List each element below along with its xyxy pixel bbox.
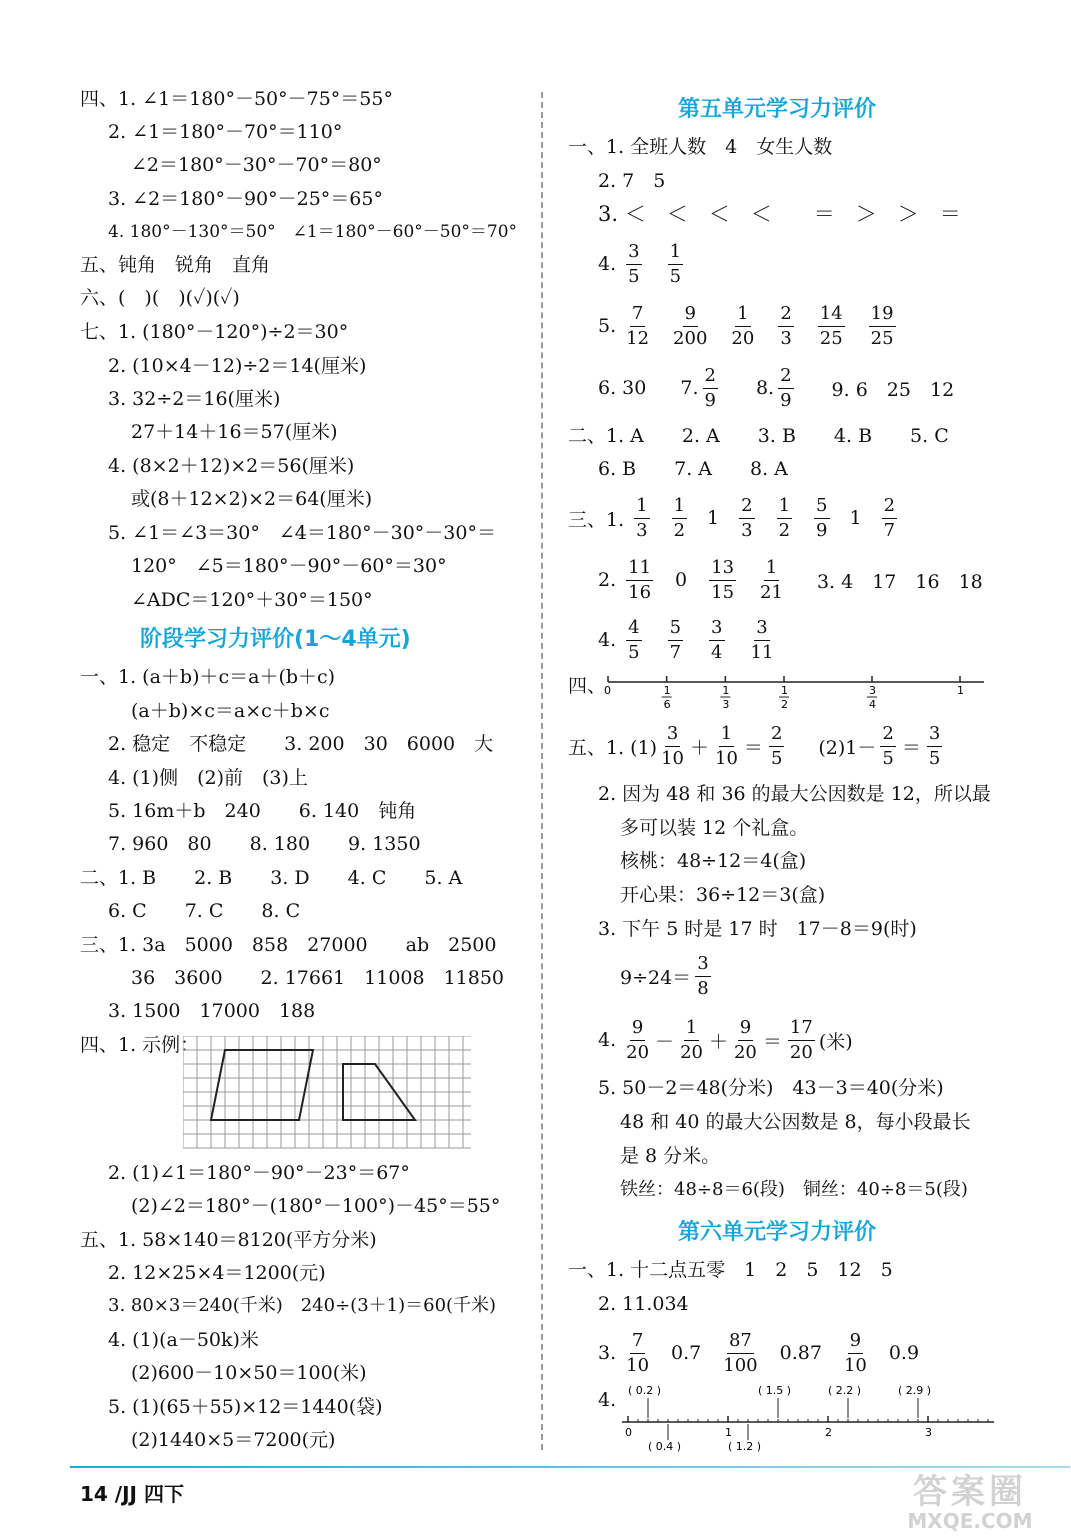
denominator: 2 bbox=[673, 519, 686, 541]
tick-denominator: 2 bbox=[781, 698, 788, 711]
answer-text: (2)1－ bbox=[818, 736, 877, 759]
fraction bbox=[880, 722, 895, 771]
answer-line: 3. 1500 17000 188 bbox=[108, 1000, 316, 1022]
answer-line: 36 3600 2. 17661 11008 11850 bbox=[131, 967, 505, 989]
question-number: 5. bbox=[598, 315, 617, 337]
section-title-stage: 阶段学习力评价(1～4单元) bbox=[140, 627, 411, 652]
denominator: 10 bbox=[715, 747, 738, 769]
answer-line: 5. ∠1＝∠3＝30° ∠4＝180°－30°－30°＝ bbox=[108, 522, 496, 544]
fraction-group bbox=[622, 616, 777, 665]
question-number: 7. bbox=[680, 377, 699, 399]
column-divider bbox=[541, 92, 543, 1450]
fraction bbox=[715, 722, 738, 771]
denominator: 4 bbox=[711, 641, 723, 663]
fraction-group bbox=[876, 722, 946, 771]
question-number: 8. bbox=[755, 377, 775, 399]
fraction bbox=[751, 616, 774, 665]
fraction bbox=[703, 364, 718, 413]
numerator: 7 bbox=[630, 1329, 645, 1354]
fraction-line bbox=[598, 360, 954, 416]
answer-label: ( 2.2 ) bbox=[828, 1384, 862, 1397]
answer-line: 3. 下午 5 时是 17 时 17－8＝9(时) bbox=[598, 918, 917, 940]
answer-text: ＋ bbox=[708, 1030, 728, 1053]
denominator: 9 bbox=[816, 519, 828, 541]
denominator: 5 bbox=[882, 747, 894, 769]
numerator: 87 bbox=[727, 1329, 754, 1354]
fraction bbox=[634, 494, 649, 543]
fraction bbox=[927, 722, 942, 771]
numerator: 1 bbox=[684, 1016, 699, 1041]
tick-denominator: 6 bbox=[663, 698, 671, 711]
numerator: 4 bbox=[626, 616, 641, 641]
fraction bbox=[739, 494, 754, 543]
numerator: 9 bbox=[848, 1329, 863, 1354]
answer-line: 4. (1)(a－50k)米 bbox=[108, 1329, 259, 1351]
answer-label: ( 1.5 ) bbox=[758, 1384, 792, 1397]
question-number: 4. bbox=[598, 629, 617, 651]
answer-text: 6. 30 bbox=[598, 377, 647, 399]
fraction bbox=[869, 302, 896, 351]
denominator: 10 bbox=[661, 747, 684, 769]
denominator: 3 bbox=[780, 327, 792, 349]
denominator: 7 bbox=[669, 641, 682, 663]
answer-line: 二、1. B 2. B 3. D 4. C 5. A bbox=[80, 867, 463, 889]
denominator: 5 bbox=[928, 747, 941, 769]
tick-numerator: 3 bbox=[869, 684, 876, 697]
numerator: 9 bbox=[738, 1016, 753, 1041]
answer-label: ( 0.2 ) bbox=[628, 1384, 662, 1397]
answer-text: ＝ bbox=[762, 1030, 782, 1053]
numerator: 14 bbox=[818, 302, 845, 327]
denominator: 20 bbox=[731, 327, 755, 349]
tick-numerator: 1 bbox=[663, 684, 671, 697]
answer-line: 120° ∠5＝180°－90°－60°＝30° bbox=[131, 555, 447, 577]
numerator: 2 bbox=[739, 494, 754, 519]
answer-line: 4. 180°－130°＝50° ∠1＝180°－60°－50°＝70° bbox=[108, 222, 518, 242]
fraction-group bbox=[630, 494, 901, 543]
tick-label: 0 bbox=[625, 1426, 632, 1439]
numerator: 3 bbox=[709, 616, 724, 641]
fraction bbox=[814, 494, 829, 543]
fraction bbox=[668, 616, 683, 665]
numerator: 17 bbox=[788, 1016, 815, 1041]
fraction bbox=[661, 722, 684, 771]
answer-line: 5. (1)(65＋55)×12＝1440(袋) bbox=[108, 1396, 383, 1418]
denominator: 5 bbox=[669, 265, 682, 287]
fraction bbox=[788, 1016, 815, 1065]
answer-text: 0 bbox=[675, 569, 688, 591]
fraction-group bbox=[622, 302, 899, 351]
answer-line: (2)600－10×50＝100(米) bbox=[131, 1362, 367, 1384]
answer-line: 3. ∠2＝180°－90°－25°＝65° bbox=[108, 188, 383, 210]
answer-line: 4. bbox=[598, 1389, 617, 1411]
numerator: 2 bbox=[778, 302, 793, 327]
answer-line: (2)∠2＝180°－(180°－100°)－45°＝55° bbox=[131, 1195, 501, 1217]
numerator: 1 bbox=[777, 494, 792, 519]
numerator: 13 bbox=[709, 556, 736, 581]
answer-line: 三、1. 3a 5000 858 27000 ab 2500 bbox=[80, 934, 497, 956]
fraction bbox=[778, 302, 793, 351]
numerator: 11 bbox=[626, 556, 653, 581]
answer-line: ∠ADC＝120°＋30°＝150° bbox=[131, 589, 373, 611]
answer-line: 七、1. (180°－120°)÷2＝30° bbox=[80, 321, 349, 343]
tick-label: 1 bbox=[725, 1426, 732, 1439]
denominator: 5 bbox=[628, 641, 640, 663]
answer-line: 五、钝角 锐角 直角 bbox=[80, 254, 271, 276]
answer-line: 2. 7 5 bbox=[598, 170, 666, 192]
numerator: 1 bbox=[735, 302, 750, 327]
denominator: 20 bbox=[789, 1041, 813, 1063]
answer-line: 3. 80×3＝240(千米) 240÷(3＋1)＝60(千米) bbox=[108, 1295, 497, 1316]
question-number: 2. bbox=[598, 569, 617, 591]
numerator: 19 bbox=[869, 302, 896, 327]
denominator: 16 bbox=[628, 581, 652, 603]
fraction-line bbox=[598, 236, 687, 292]
answer-line: 四、 bbox=[568, 675, 607, 697]
answer-line: 一、1. 十二点五零 1 2 5 12 5 bbox=[568, 1259, 893, 1281]
answer-line: 二、1. A 2. A 3. B 4. B 5. C bbox=[568, 425, 949, 447]
fraction bbox=[882, 494, 897, 543]
fraction bbox=[695, 952, 710, 1001]
answer-text: 1 bbox=[707, 507, 720, 529]
numerator: 3 bbox=[754, 616, 769, 641]
answer-line: 48 和 40 的最大公因数是 8，每小段最长 bbox=[620, 1111, 971, 1133]
footer-rule bbox=[70, 1466, 1070, 1468]
answer-line: 铁丝：48÷8＝6(段) 铜丝：40÷8＝5(段) bbox=[620, 1179, 968, 1200]
numerator: 7 bbox=[630, 302, 645, 327]
tick-denominator: 3 bbox=[722, 698, 730, 711]
answer-label: ( 0.4 ) bbox=[648, 1440, 682, 1453]
numerator: 3 bbox=[626, 240, 641, 265]
denominator: 9 bbox=[704, 389, 716, 411]
fraction-line bbox=[598, 552, 983, 608]
denominator: 100 bbox=[723, 1354, 758, 1376]
answer-text: ＝ bbox=[901, 736, 921, 759]
fraction bbox=[626, 1016, 649, 1065]
fraction bbox=[626, 556, 653, 605]
fraction bbox=[626, 240, 641, 289]
numerator: 9 bbox=[630, 1016, 645, 1041]
fraction bbox=[626, 1329, 649, 1378]
answer-line: 6. B 7. A 8. A bbox=[598, 458, 788, 480]
answer-text: ＝ bbox=[743, 736, 763, 759]
numerator: 1 bbox=[672, 494, 687, 519]
fraction bbox=[734, 1016, 757, 1065]
tick-label: 0 bbox=[604, 684, 611, 697]
denominator: 20 bbox=[680, 1041, 703, 1063]
denominator: 11 bbox=[750, 641, 774, 663]
watermark bbox=[870, 1472, 1070, 1535]
answer-line: 5. 50－2＝48(分米) 43－3＝40(分米) bbox=[598, 1077, 944, 1099]
section-title-unit6: 第六单元学习力评价 bbox=[678, 1220, 877, 1245]
denominator: 5 bbox=[628, 265, 640, 287]
tick-numerator: 1 bbox=[781, 684, 788, 697]
fraction-line bbox=[598, 1325, 921, 1381]
numerator: 1 bbox=[668, 240, 683, 265]
answer-line: 多可以装 12 个礼盒。 bbox=[620, 817, 809, 839]
fraction bbox=[668, 240, 683, 289]
fraction-line bbox=[568, 718, 946, 774]
denominator: 2 bbox=[778, 519, 791, 541]
fraction-line bbox=[620, 948, 715, 1004]
numerator: 5 bbox=[814, 494, 829, 519]
denominator: 3 bbox=[636, 519, 648, 541]
page-footer: 14 /JJ 四下 bbox=[80, 1482, 184, 1506]
answer-line: 7. 960 80 8. 180 9. 1350 bbox=[108, 833, 421, 855]
answer-line: 3. 32÷2＝16(厘米) bbox=[108, 388, 281, 410]
answer-text: 9÷24＝ bbox=[620, 966, 692, 989]
denominator: 20 bbox=[733, 1041, 757, 1063]
answer-line: 四、1. 示例： bbox=[80, 1034, 200, 1056]
answer-line: 开心果：36÷12＝3(盒) bbox=[620, 884, 826, 906]
fraction bbox=[680, 1016, 703, 1065]
denominator: 25 bbox=[819, 327, 843, 349]
answer-line: 2. 12×25×4＝1200(元) bbox=[108, 1262, 326, 1284]
answer-text: 0.9 bbox=[888, 1342, 920, 1364]
grid-figure bbox=[183, 1036, 473, 1152]
numerator: 1 bbox=[719, 722, 734, 747]
number-line-fractions bbox=[598, 670, 990, 714]
numerator: 3 bbox=[695, 952, 710, 977]
watermark-title: 答案圈 bbox=[913, 1472, 1027, 1512]
numerator: 5 bbox=[668, 616, 683, 641]
denominator: 25 bbox=[870, 327, 894, 349]
fraction bbox=[672, 494, 687, 543]
answer-line: 或(8＋12×2)×2＝64(厘米) bbox=[131, 488, 373, 510]
answer-line: 4. (8×2＋12)×2＝56(厘米) bbox=[108, 455, 355, 477]
numerator: 2 bbox=[778, 364, 793, 389]
answer-line: 一、1. 全班人数 4 女生人数 bbox=[568, 136, 833, 158]
watermark-url: MXQE.COM bbox=[907, 1509, 1033, 1533]
answer-line: 6. C 7. C 8. C bbox=[108, 900, 301, 922]
numerator: 1 bbox=[764, 556, 779, 581]
answer-text: － bbox=[655, 1030, 675, 1053]
answer-line: 核桃：48÷12＝4(盒) bbox=[620, 850, 807, 872]
answer-line: (a＋b)×c＝a×c＋b×c bbox=[131, 700, 330, 722]
parallelogram-shape bbox=[211, 1050, 313, 1120]
denominator: 9 bbox=[780, 389, 792, 411]
number-line-decimals bbox=[618, 1382, 998, 1458]
fraction bbox=[731, 302, 754, 351]
section-title-unit5: 第五单元学习力评价 bbox=[678, 97, 877, 122]
question-number: 三、1. bbox=[568, 508, 625, 531]
fraction-group bbox=[657, 722, 788, 771]
fraction bbox=[818, 302, 845, 351]
answer-label: ( 1.2 ) bbox=[728, 1440, 762, 1453]
fraction bbox=[673, 302, 707, 351]
fraction-line bbox=[598, 1012, 853, 1068]
answer-line: 4. (1)侧 (2)前 (3)上 bbox=[108, 767, 308, 789]
question-number: 五、1. (1) bbox=[568, 736, 658, 759]
question-number: 4. bbox=[598, 1029, 617, 1051]
numerator: 1 bbox=[634, 494, 649, 519]
denominator: 5 bbox=[770, 747, 783, 769]
tick-denominator: 4 bbox=[869, 698, 876, 711]
answer-line: 27＋14＋16＝57(厘米) bbox=[131, 421, 338, 443]
question-number: 3. bbox=[598, 1342, 617, 1364]
denominator: 10 bbox=[626, 1354, 650, 1376]
numerator: 3 bbox=[927, 722, 942, 747]
fraction-line bbox=[568, 490, 901, 546]
numerator: 2 bbox=[703, 364, 718, 389]
denominator: 12 bbox=[626, 327, 650, 349]
denominator: 3 bbox=[741, 519, 753, 541]
answer-line: 四、1. ∠1＝180°－50°－75°＝55° bbox=[80, 88, 393, 110]
fraction bbox=[844, 1329, 867, 1378]
denominator: 8 bbox=[697, 977, 709, 999]
fraction bbox=[709, 556, 736, 605]
numerator: 3 bbox=[665, 722, 680, 747]
answer-text: ＋ bbox=[690, 736, 710, 759]
fraction bbox=[626, 302, 649, 351]
answer-line: 2. 因为 48 和 36 的最大公因数是 12，所以最 bbox=[598, 783, 991, 805]
fraction bbox=[709, 616, 724, 665]
tick-numerator: 1 bbox=[722, 684, 730, 697]
denominator: 7 bbox=[883, 519, 896, 541]
answer-line: 2. (10×4－12)÷2＝14(厘米) bbox=[108, 355, 367, 377]
answer-line: 3. ＜ ＜ ＜ ＜ ＝ ＞ ＞ ＝ bbox=[598, 202, 961, 226]
denominator: 10 bbox=[843, 1354, 867, 1376]
question-number: 4. bbox=[598, 253, 617, 275]
tick-label: 2 bbox=[825, 1426, 832, 1439]
fraction-line bbox=[598, 612, 777, 668]
answer-line: 五、1. 58×140＝8120(平方分米) bbox=[80, 1229, 377, 1251]
numerator: 2 bbox=[769, 722, 784, 747]
answer-line: ∠2＝180°－30°－70°＝80° bbox=[131, 154, 382, 176]
fraction-group bbox=[622, 1329, 921, 1378]
answer-line: (2)1440×5＝7200(元) bbox=[131, 1429, 336, 1451]
fraction-group bbox=[691, 952, 714, 1001]
unit-text: (米) bbox=[818, 1030, 853, 1053]
denominator: 15 bbox=[711, 581, 735, 603]
answer-line: 是 8 分米。 bbox=[620, 1145, 721, 1167]
fraction-line bbox=[598, 298, 900, 354]
numerator: 9 bbox=[683, 302, 698, 327]
answer-line: 5. 16m＋b 240 6. 140 钝角 bbox=[108, 800, 417, 822]
fraction bbox=[723, 1329, 757, 1378]
denominator: 20 bbox=[626, 1041, 650, 1063]
answer-text: 9. 6 25 12 bbox=[831, 378, 955, 401]
answer-text: 3. 4 17 16 18 bbox=[816, 570, 983, 593]
tick-label: 1 bbox=[957, 684, 964, 697]
answer-label: ( 2.9 ) bbox=[898, 1384, 932, 1397]
fraction bbox=[760, 556, 783, 605]
denominator: 200 bbox=[673, 327, 708, 349]
answer-line: 2. 11.034 bbox=[598, 1293, 689, 1315]
fraction bbox=[626, 616, 641, 665]
fraction-group bbox=[774, 364, 797, 413]
fraction bbox=[777, 494, 792, 543]
answer-text: 1 bbox=[849, 507, 862, 529]
answer-line: 一、1. (a＋b)＋c＝a＋(b＋c) bbox=[80, 666, 336, 688]
fraction-group bbox=[622, 556, 787, 605]
answer-line: 2. ∠1＝180°－70°＝110° bbox=[108, 121, 343, 143]
fraction bbox=[769, 722, 784, 771]
answer-line: 2. (1)∠1＝180°－90°－23°＝67° bbox=[108, 1162, 410, 1184]
numerator: 2 bbox=[882, 494, 897, 519]
answer-text: 0.87 bbox=[779, 1342, 822, 1364]
answer-line: 2. 稳定 不稳定 3. 200 30 6000 大 bbox=[108, 733, 494, 755]
tick-label: 3 bbox=[925, 1426, 932, 1439]
denominator: 21 bbox=[760, 581, 783, 603]
fraction-group bbox=[622, 240, 687, 289]
fraction bbox=[778, 364, 793, 413]
answer-line: 六、( )( )(✓)(✓) bbox=[80, 287, 240, 309]
numerator: 2 bbox=[880, 722, 895, 747]
fraction-group bbox=[699, 364, 722, 413]
fraction-group bbox=[622, 1016, 819, 1065]
answer-text: 0.7 bbox=[671, 1342, 702, 1364]
